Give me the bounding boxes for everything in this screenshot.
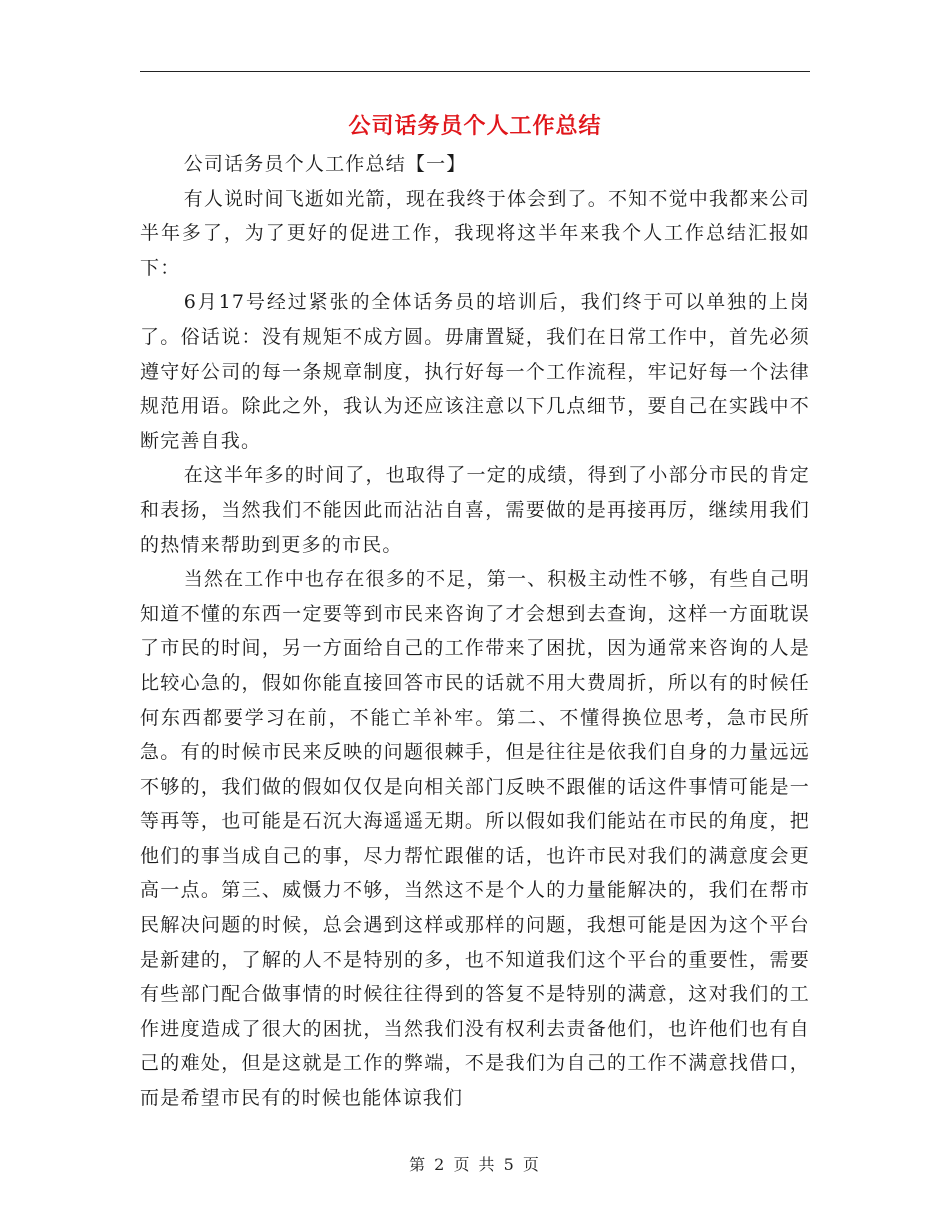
paragraph-achievements: 在这半年多的时间了，也取得了一定的成绩，得到了小部分市民的肯定和表扬，当然我们不能因此而沾沾自喜，需要做的是再接再厉，继续用我们的热情来帮助到更多的市民。 bbox=[140, 464, 810, 556]
document-body bbox=[140, 147, 810, 1116]
paragraph-intro: 有人说时间飞逝如光箭，现在我终于体会到了。不知不觉中我都来公司半年多了，为了更好的促进工作，我现将这半年来我个人工作总结汇报如下： bbox=[140, 187, 810, 279]
paragraph-shortcomings: 当然在工作中也存在很多的不足，第一、积极主动性不够，有些自己明知道不懂的东西一定要等到市民来咨询了才会想到去查询，这样一方面耽误了市民的时间，另一方面给自己的工作带来了困扰，因为通常来咨询的人是比较心急的，假如你能直接回答市民的话就不用大费周折，所以有的时候任何东西都要学习在前，不能亡羊补牢。第二、不懂得换位思考，急市民所急。有的时候市民来反映的问题很棘手，但是往往是依我们自身的力量远远不够的，我们做的假如仅仅是向相关部门反映不跟催的话这件事情可能是一等再等，也可能是石沉大海遥遥无期。所以假如我们能站在市民的角度，把他们的事当成自己的事，尽力帮忙跟催的话，也许市民对我们的满意度会更高一点。第三、威慑力不够，当然这不是个人的力量能解决的，我们在帮市民解决问题的时候，总会遇到这样或那样的问题，我想可能是因为这个平台是新建的，了解的人不是特别的多，也不知道我们这个平台的重要性，需要有些部门配合做事情的时候往往得到的答复不是特别的满意，这对我们的工作进度造成了很大的困扰，当然我们没有权利去责备他们，也许他们也有自己的难处，但是这就是工作的弊端，不是我们为自己的工作不满意找借口，而是希望市民有的时候也能体谅我们 bbox=[140, 568, 810, 1110]
document-title: 公司话务员个人工作总结 bbox=[348, 113, 602, 139]
page-number: 第 2 页 共 5 页 bbox=[409, 1155, 541, 1174]
section-heading: 公司话务员个人工作总结【一】 bbox=[183, 153, 467, 175]
header-rule bbox=[140, 71, 810, 72]
paragraph-training: 6月17号经过紧张的全体话务员的培训后，我们终于可以单独的上岗了。俗话说：没有规矩不成方圆。毋庸置疑，我们在日常工作中，首先必须遵守好公司的每一条规章制度，执行好每一个工作流程，牢记好每一个法律规范用语。除此之外，我认为还应该注意以下几点细节，要自己在实践中不断完善自我。 bbox=[140, 291, 810, 452]
